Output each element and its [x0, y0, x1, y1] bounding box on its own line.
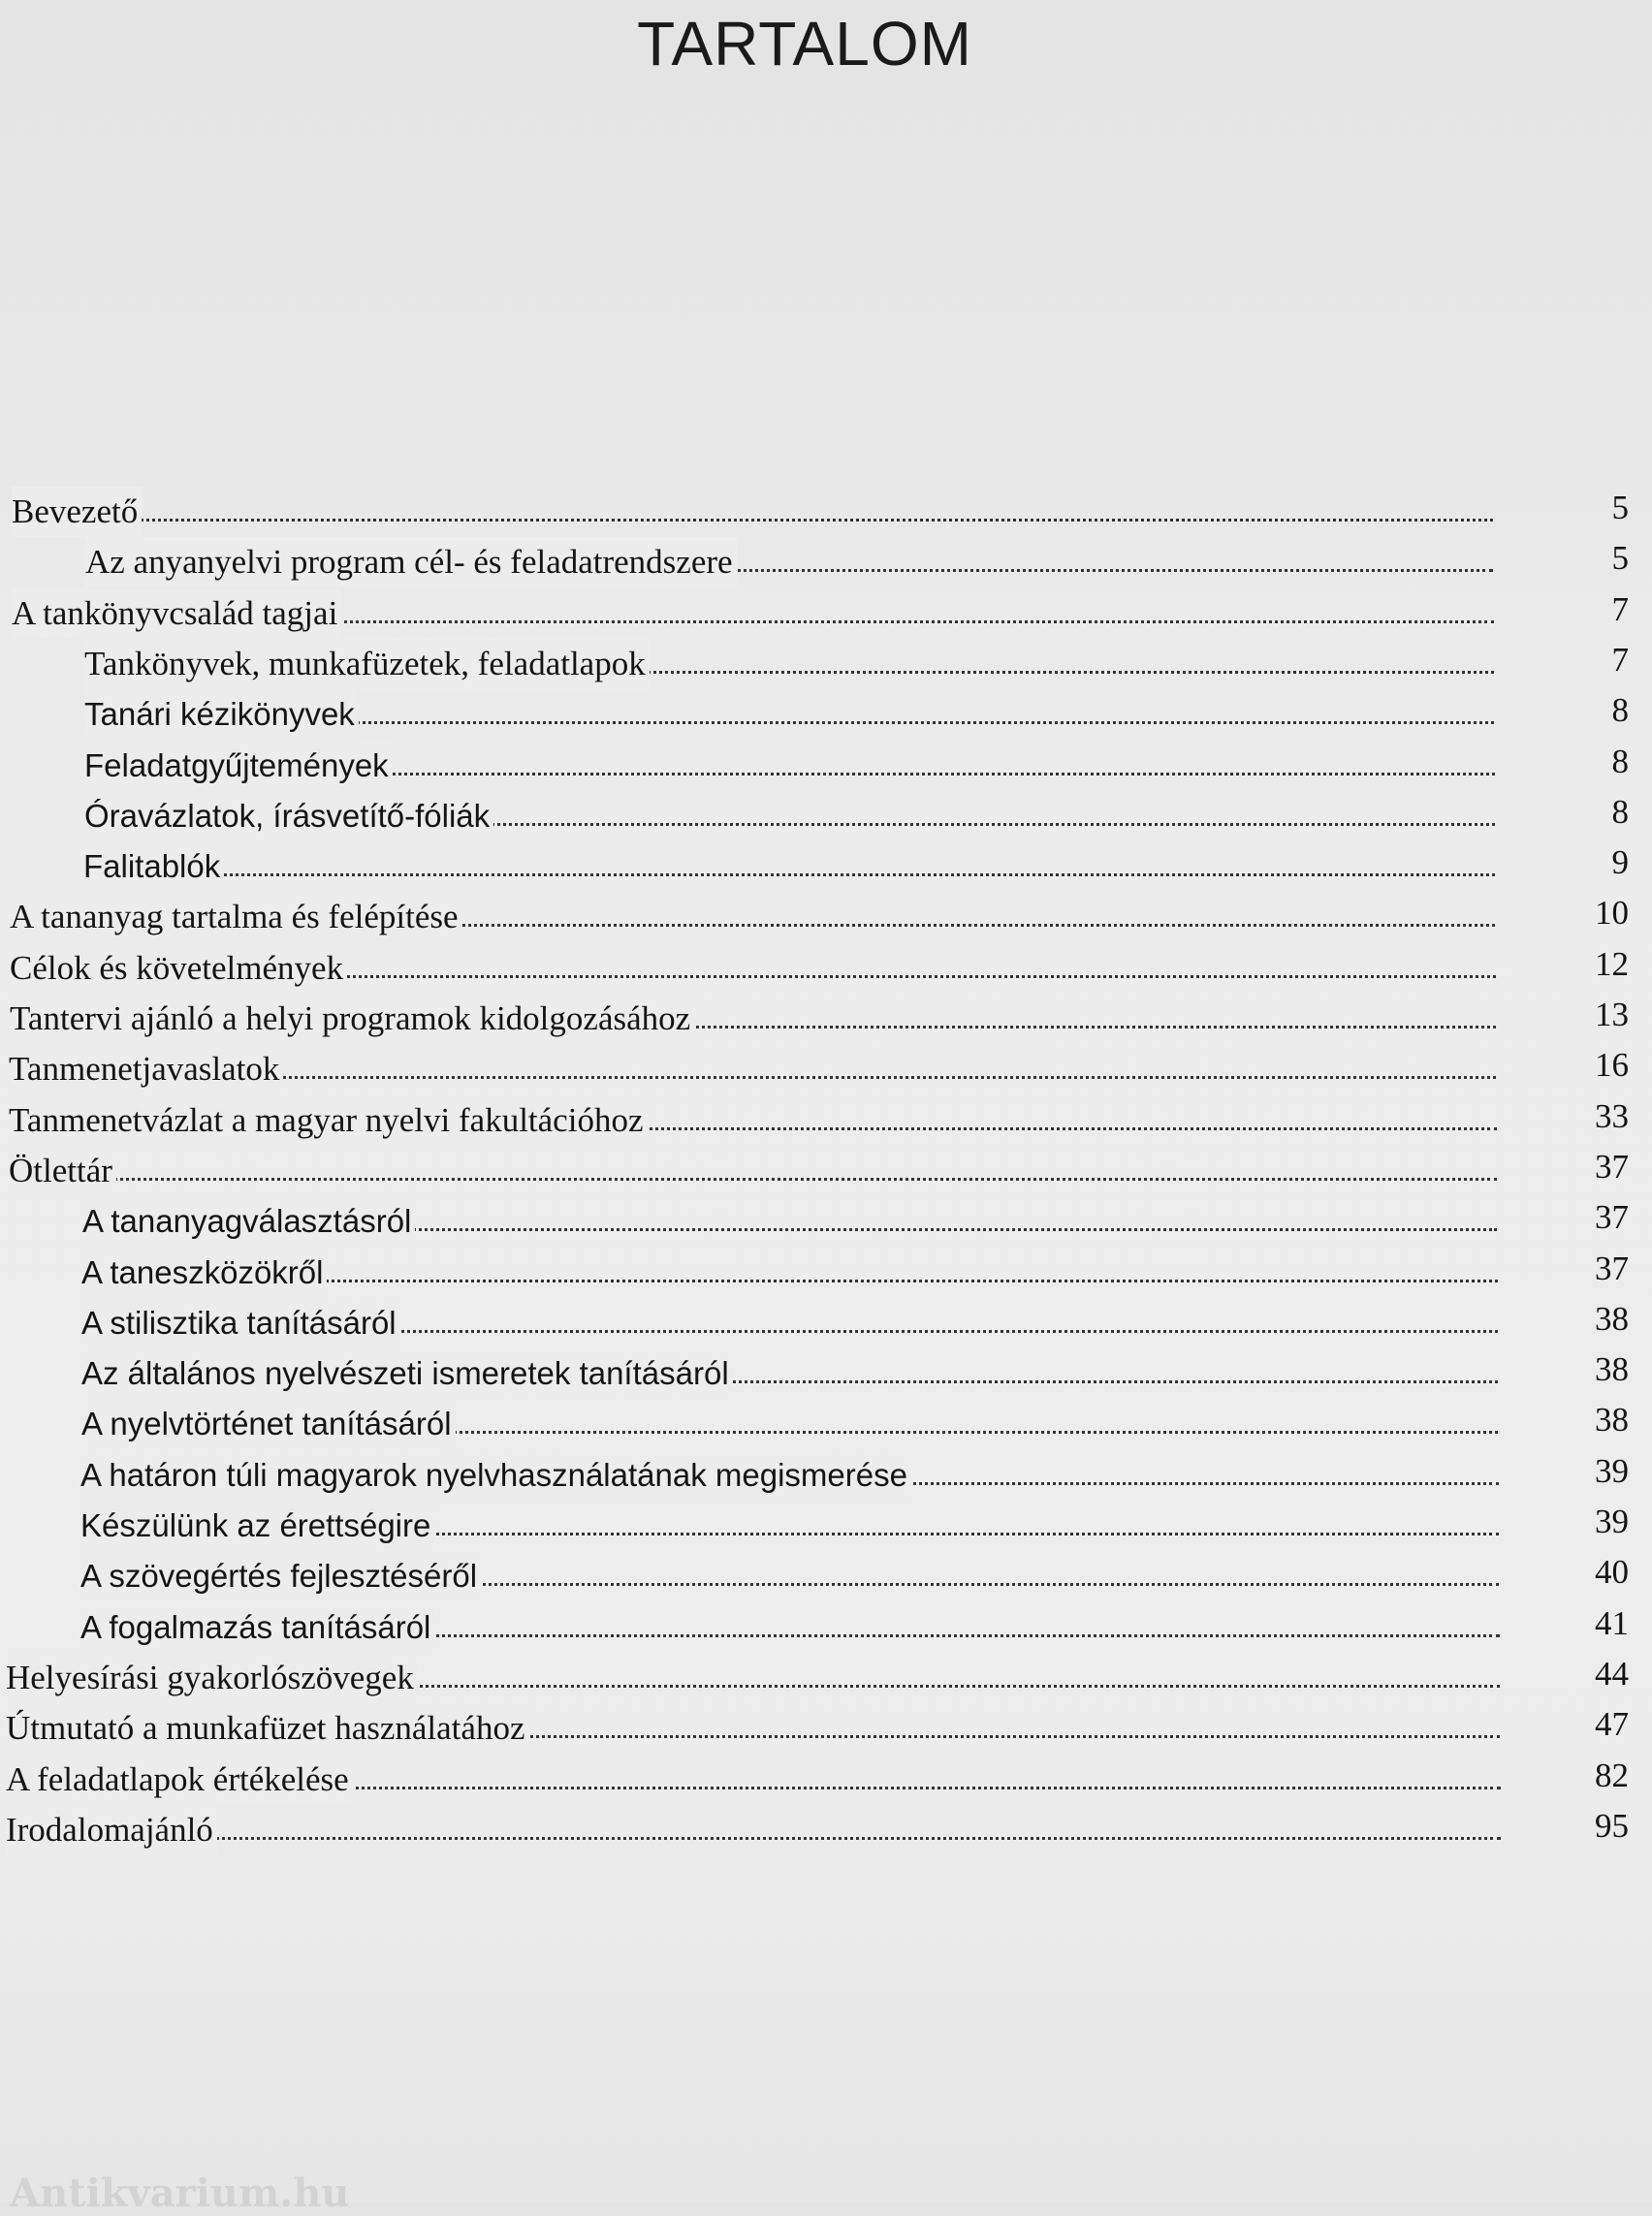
toc-entry-title: A tananyag tartalma és felépítése [10, 892, 462, 942]
toc-entry [10, 994, 1629, 1044]
toc-entry [6, 1703, 1629, 1754]
dot-leader [6, 1837, 1501, 1840]
toc-entry [6, 1755, 1629, 1805]
toc-entry-page: 9 [1611, 843, 1629, 882]
page-title: TARTALOM [637, 9, 972, 79]
toc-entry-page: 16 [1595, 1046, 1629, 1085]
toc-entry-page: 8 [1611, 742, 1629, 780]
toc-entry-title: A fogalmazás tanításáról [80, 1602, 434, 1653]
toc-entry-title: Helyesírási gyakorlószövegek [6, 1653, 418, 1703]
toc-entry [84, 639, 1629, 689]
toc-entry-title: A taneszközökről [81, 1248, 327, 1298]
dot-leader [12, 519, 1493, 522]
toc-entry-title: A határon túli magyarok nyelvhasználatának megismerése [80, 1450, 911, 1501]
toc-entry-title: Tankönyvek, munkafüzetek, feladatlapok [84, 639, 650, 689]
toc-entry-page: 5 [1611, 489, 1629, 526]
toc-entry-title: Óravázlatok, írásvetítő-fóliák [84, 791, 493, 841]
toc-entry-page: 33 [1595, 1096, 1629, 1135]
toc-entry [9, 1095, 1629, 1146]
toc-entry [84, 791, 1629, 841]
toc-entry-page: 38 [1595, 1350, 1629, 1389]
toc-entry-page: 41 [1595, 1603, 1629, 1642]
toc-entry-title: Tanári kézikönyvek [84, 689, 359, 740]
toc-entry [81, 1348, 1629, 1399]
toc-entry-page: 37 [1595, 1249, 1629, 1287]
toc-entry-title: Az anyanyelvi program cél- és feladatrendszere [85, 537, 737, 587]
toc-entry-title: A nyelvtörténet tanításáról [81, 1399, 456, 1449]
toc-entry [80, 1602, 1629, 1653]
toc-entry-title: Tanmenetvázlat a magyar nyelvi fakultációhoz [9, 1095, 647, 1146]
toc-entry-title: A tananyagválasztásról [82, 1196, 415, 1247]
toc-entry-page: 47 [1595, 1705, 1629, 1744]
toc-entry [83, 841, 1629, 892]
toc-entry-page: 95 [1595, 1806, 1629, 1845]
toc-entry-title: Tanmenetjavaslatok [9, 1044, 283, 1094]
toc-entry-page: 7 [1611, 589, 1629, 628]
toc-entry-page: 38 [1595, 1401, 1629, 1440]
toc-entry [12, 487, 1629, 537]
toc-entry [81, 1399, 1629, 1449]
toc-entry-page: 8 [1611, 691, 1629, 730]
toc-entry-page: 39 [1595, 1451, 1629, 1490]
toc-entry-title: Készülünk az érettségire [80, 1501, 434, 1551]
toc-entry-title: A feladatlapok értékelése [6, 1755, 353, 1805]
toc-entry [6, 1653, 1629, 1703]
toc-entry-title: Feladatgyűjtemények [84, 741, 393, 791]
toc-entry-title: Célok és követelmények [10, 943, 347, 994]
toc-entry-title: Tantervi ajánló a helyi programok kidolgozásához [10, 994, 694, 1044]
toc-entry-page: 7 [1611, 640, 1629, 679]
toc-entry [10, 892, 1629, 942]
toc-entry-page: 13 [1595, 996, 1629, 1033]
dot-leader [83, 873, 1495, 876]
toc-entry-title: A stilisztika tanításáról [81, 1298, 400, 1348]
toc-entry-title: A tankönyvcsalád tagjai [12, 588, 341, 639]
dot-leader [9, 1178, 1497, 1181]
toc-entry-page: 44 [1595, 1654, 1629, 1693]
toc-entry-title: Falitablók [83, 841, 224, 892]
toc-entry-page: 8 [1611, 792, 1629, 831]
toc-entry-page: 37 [1595, 1147, 1629, 1186]
toc-entry-title: Bevezető [12, 487, 142, 537]
toc-entry [84, 741, 1629, 791]
toc-entry-page: 82 [1595, 1756, 1629, 1794]
toc-entry-page: 40 [1595, 1553, 1629, 1592]
toc-entry-title: Az általános nyelvészeti ismeretek tanításáról [81, 1348, 733, 1399]
toc-entry [10, 943, 1629, 994]
toc-entry [80, 1450, 1629, 1501]
toc-entry [84, 689, 1629, 740]
toc-entry-page: 10 [1595, 894, 1629, 933]
toc-entry-title: Útmutató a munkafüzet használatához [6, 1703, 528, 1754]
toc-entry [9, 1044, 1629, 1094]
toc-entry [9, 1146, 1629, 1196]
toc-entry-page: 38 [1595, 1299, 1629, 1338]
toc-entry-title: Irodalomajánló [6, 1805, 217, 1855]
toc-entry-title: Ötlettár [9, 1146, 116, 1196]
watermark: Antikvarium.hu [10, 2170, 350, 2216]
toc-entry [80, 1551, 1629, 1601]
toc-entry [12, 588, 1629, 639]
toc-entry [81, 1248, 1629, 1298]
toc-entry [82, 1196, 1629, 1247]
toc-entry [85, 537, 1629, 587]
toc-entry-page: 12 [1595, 944, 1629, 983]
toc-entry [80, 1501, 1629, 1551]
toc-entry-title: A szövegértés fejlesztéséről [80, 1551, 481, 1601]
toc-entry [81, 1298, 1629, 1348]
toc-entry-page: 39 [1595, 1503, 1629, 1540]
toc-entry [6, 1805, 1629, 1855]
toc-entry-page: 37 [1595, 1198, 1629, 1237]
toc-entry-page: 5 [1611, 539, 1629, 578]
